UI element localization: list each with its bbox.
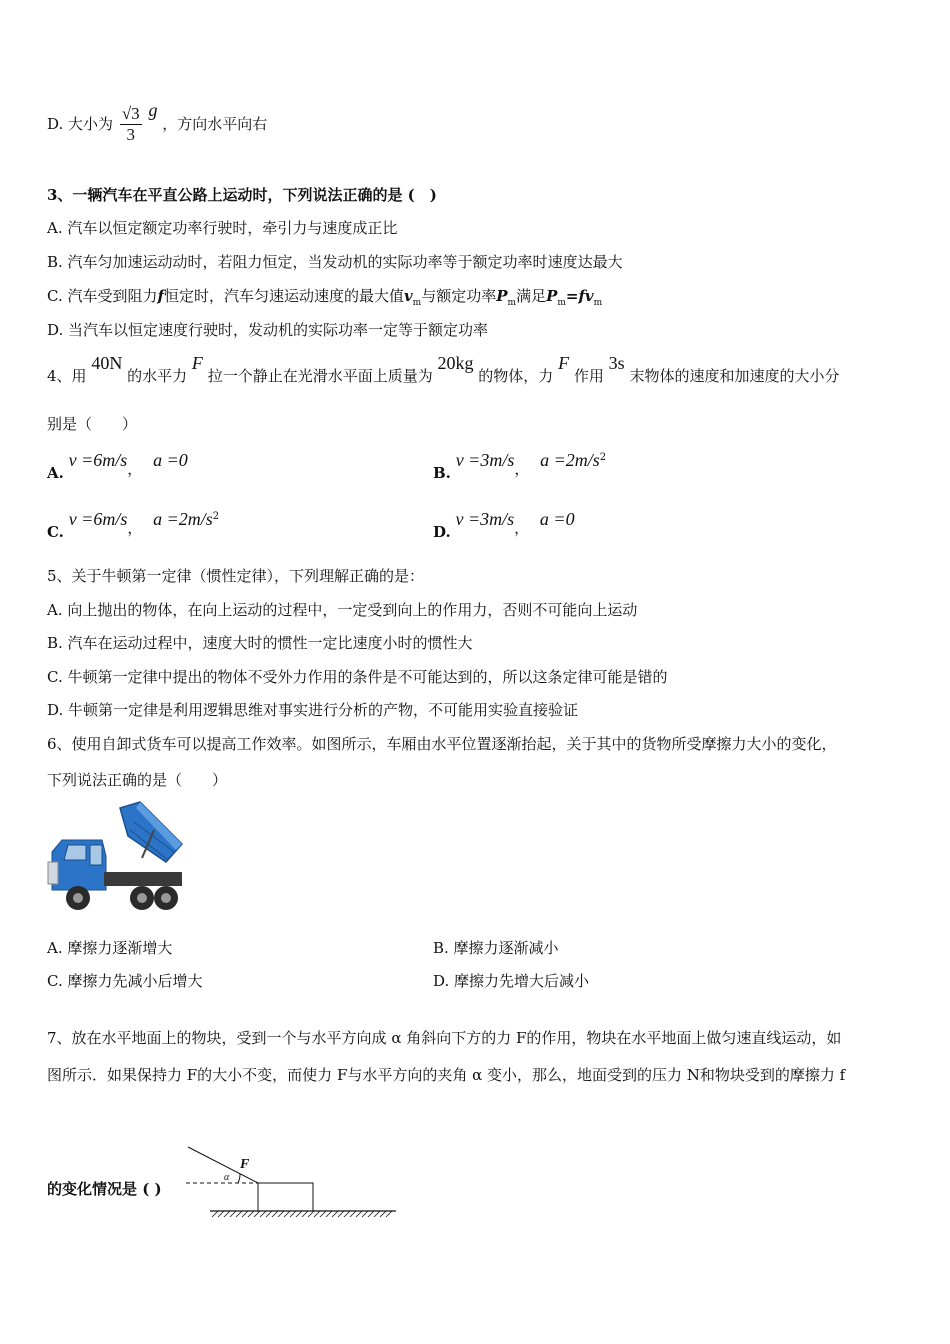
angle-label: α bbox=[224, 1172, 230, 1183]
q5-option-d: D. 牛顿第一定律是利用逻辑思维对事实进行分析的产物，不可能用实验直接验证 bbox=[47, 701, 579, 719]
sqrt3-over-3-fraction bbox=[120, 104, 142, 145]
q6-option-c: C. 摩擦力先减小后增大 bbox=[47, 972, 203, 990]
q6-option-b: B. 摩擦力逐渐减小 bbox=[433, 939, 559, 957]
q3-option-d: D. 当汽车以恒定速度行驶时，发动机的实际功率一定等于额定功率 bbox=[47, 321, 489, 339]
force-value: 40N bbox=[91, 353, 123, 373]
q6-stem-line1: 6、使用自卸式货车可以提高工作效率。如图所示，车厢由水平位置逐渐抬起，关于其中的货物所受摩擦力大小的变化， bbox=[47, 735, 837, 753]
q7-stem-line1: 7、放在水平地面上的物块，受到一个与水平方向成 α 角斜向下方的力 F的作用，物块在水平地面上做匀速直线运动，如 bbox=[47, 1029, 842, 1047]
q2-option-d bbox=[47, 102, 267, 145]
q7-stem-line3: 的变化情况是 ( ) bbox=[47, 1180, 162, 1198]
force-symbol-2: F bbox=[558, 353, 570, 373]
mass-value: 20kg bbox=[437, 353, 474, 373]
q6-option-a: A. 摩擦力逐渐增大 bbox=[47, 939, 173, 957]
gravity-symbol: g bbox=[148, 100, 158, 120]
q7-stem-line2: 图所示．如果保持力 F的大小不变，而使力 F与水平方向的夹角 α 变小，那么，地面受到的压力 N和物块受到的摩擦力 f bbox=[47, 1066, 846, 1084]
q5-stem: 5、关于牛顿第一定律（惯性定律），下列理解正确的是： bbox=[47, 567, 425, 585]
q2-option-d-suffix: ，方向水平向右 bbox=[162, 115, 268, 133]
dump-truck-image bbox=[44, 800, 189, 918]
q5-option-a: A. 向上抛出的物体，在向上运动的过程中，一定受到向上的作用力，否则不可能向上运动 bbox=[47, 601, 638, 619]
force-label: F bbox=[240, 1157, 250, 1172]
q6-option-d: D. 摩擦力先增大后减小 bbox=[433, 972, 590, 990]
q5-option-b: B. 汽车在运动过程中，速度大时的惯性一定比速度小时的惯性大 bbox=[47, 634, 473, 652]
q3-option-b: B. 汽车匀加速运动动时，若阻力恒定，当发动机的实际功率等于额定功率时速度达最大 bbox=[47, 253, 623, 271]
q4-stem: 4、用 40N 的水平力 F 拉一个静止在光滑水平面上质量为 20kg 的物体，力 F 作用 3s 末物体的速度和加速度的大小分 bbox=[47, 353, 840, 385]
q6-stem-line2: 下列说法正确的是（ ） bbox=[47, 771, 228, 789]
q3-option-a: A. 汽车以恒定额定功率行驶时，牵引力与速度成正比 bbox=[47, 219, 398, 237]
q4-stem-line2: 别是（ ） bbox=[47, 415, 138, 433]
fraction-denominator: 3 bbox=[126, 124, 135, 144]
block-force-diagram bbox=[186, 1143, 400, 1225]
ground-hatch bbox=[212, 1211, 392, 1217]
q4-option-a: A. v =6m/s， a =0 bbox=[47, 450, 188, 482]
time-value: 3s bbox=[608, 353, 625, 373]
q2-option-d-prefix: D. 大小为 bbox=[47, 115, 114, 133]
q3-option-c: C. 汽车受到阻力f恒定时，汽车匀速运动速度的最大值$v_m$与额定功率$P_m$满足$P_m=fv_m$ bbox=[47, 287, 603, 308]
q4-option-b: B. v =3m/s， $a =2m/s^2$ bbox=[433, 450, 607, 482]
fraction-numerator: √3 bbox=[121, 103, 140, 123]
q3-stem: 3、一辆汽车在平直公路上运动时，下列说法正确的是 ( ) bbox=[47, 186, 437, 204]
q4-option-d: D. v =3m/s， a =0 bbox=[433, 509, 575, 541]
force-symbol: F bbox=[191, 353, 203, 373]
q4-option-c: C. v =6m/s， $a =2m/s^2$ bbox=[47, 509, 220, 541]
q5-option-c: C. 牛顿第一定律中提出的物体不受外力作用的条件是不可能达到的，所以这条定律可能是错的 bbox=[47, 668, 668, 686]
